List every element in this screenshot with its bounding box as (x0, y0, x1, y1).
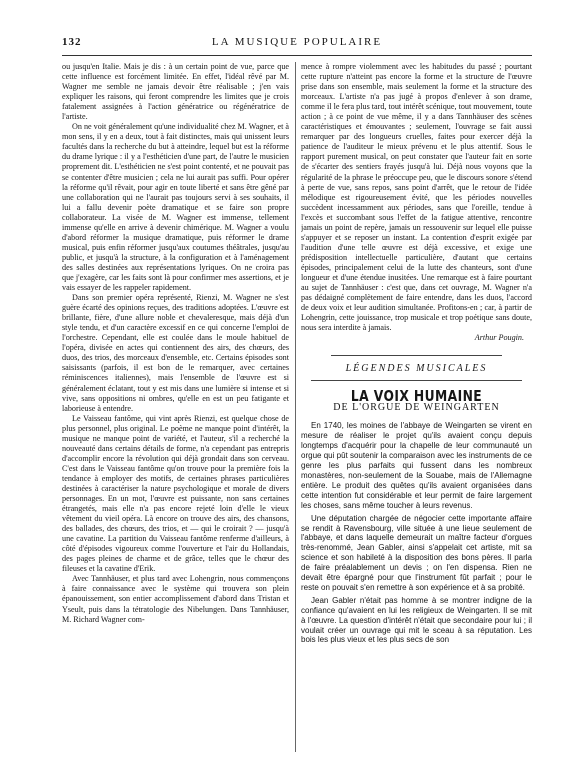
paragraph: Avec Tannhäuser, et plus tard avec Lohengrin, nous commençons à faire connaissance avec le système qui trouvera son plein épanouissement, son entier accomplissement d'abord dans Tristan et Yseult, puis dans la tétratologie des Nibelungen. Dans Tannhäuser, M. Richard Wagner com- (62, 574, 289, 624)
article-title: LA VOIX HUMAINE (350, 387, 483, 406)
section-rule (311, 380, 522, 381)
paragraph: Jean Gabler n'était pas homme à se montrer indigne de la confiance qu'avaient en lui les religieux de Weingarten. Il se mit à l'œuvre. La question d'intérêt n'était que secondaire pour lui ; il voulait créer un ouvrage qui mit le sceau à sa réputation. Les bois les plus vieux et les plus secs de son (301, 595, 532, 645)
paragraph: Le Vaisseau fantôme, qui vint après Rienzi, est quelque chose de plus personnel, plus original. Le poème ne manque point d'intérêt, la musique ne manque point de variété, et l'auteur, s'il a recherché la nouveauté dans certains détails de forme, n'a cependant pas entrepris d'accomplir encore la révolution qui déjà grondait dans son cerveau. C'est dans le Vaisseau fantôme qu'on trouve pour la première fois la tendance à employer des motifs, de certaines phrases particulières destinées à caractériser la nature psychologique et morale de divers personnages. En un mot, l'œuvre est puissante, non sans certaines étrangetés, mais elle n'a pas encore rejeté loin d'elle le vieux vêtement du vieil opéra. Là encore on trouve des airs, des chansons, des ballades, des chœurs, des trios, et — qui le croirait ? — jusqu'à une cavatine. La partition du Vaisseau fantôme renferme d'ailleurs, à côté d'épisodes vigoureux comme l'ouverture et l'air du Hollandais, des pages pleines de charme et de grâce, telles que le chœur des fileuses et la cavatine d'Erik. (62, 413, 289, 574)
page-number: 132 (62, 36, 82, 48)
header-rule (62, 55, 532, 56)
paragraph: Une députation chargée de négocier cette importante affaire se rendit à Ravensbourg, ville située à une lieue seulement de l'abbaye, et dans laquelle demeurait un maître facteur d'orgues très-renommé, Jean Gabler, ainsi s'appelait cet artiste, mit sa science et son habileté à la disposition des bons pères. Il parla de faire préalablement un devis ; on l'en dispensa. Rien ne devait être épargné pour que l'instrument fût parfait ; pour le reste on pouvait s'en remettre à son expérience et à sa probité. (301, 513, 532, 592)
running-title: LA MUSIQUE POPULAIRE (211, 36, 383, 48)
author-signature: Arthur Pougin. (474, 333, 524, 343)
paragraph: ou jusqu'en Italie. Mais je dis : à un certain point de vue, parce que cette influence est forcément limitée. En effet, l'idéal rêvé par M. Wagner me semble ne jamais devoir être réalisable ; j'en vais expliquer les raisons, qui feront comprendre les limites que je crois fatalement assignées à l'action génératrice ou régénératrice de l'artiste. (62, 62, 289, 122)
running-header (62, 36, 532, 52)
left-column (62, 62, 289, 752)
section-rule (331, 355, 502, 356)
paragraph: On ne voit généralement qu'une individualité chez M. Wagner, et à mon sens, il y en a deux, tout à fait distinctes, mais qui unissent leurs facultés dans la recherche du but à atteindre, lequel but est la réforme du drame lyrique : il y a l'esthéticien d'une part, de l'autre le musicien proprement dit. L'esthéticien ne s'est point contenté, et ne pouvait pas se contenter d'être musicien ; cela ne lui aurait pas suffi. Pour opérer la réforme qu'il rêvait, pour agir en toute liberté et sans être gêné par une collaboration qui ne l'aurait pas toujours servi à ses souhaits, il lui a fallu devenir poète dramatique et se faire son propre collaborateur. La visée de M. Wagner est immense, tellement immense qu'elle en arrive à devenir chimérique. M. Wagner a voulu d'abord réformer la musique dramatique, puis réformer le drame musical, puis enfin réformer jusqu'aux coutumes théâtrales, jusqu'au public, et jusqu'à la structure, à la configuration et à l'aménagement des salles destinées aux représentations lyriques. On ne croira pas que j'exagère, car les faits sont là pour confirmer mes assertions, et je vais essayer de les rappeler rapidement. (62, 122, 289, 293)
paragraph: Dans son premier opéra représenté, Rienzi, M. Wagner ne s'est guère écarté des opinions reçues, des traditions adoptées. L'œuvre est brillante, fière, d'une allure noble et chevaleresque, mais déjà d'un style tendu, et d'un caractère excessif en ce qui concerne l'emploi de l'orchestre. Cependant, elle est coulée dans le moule habituel de l'opéra, divisée en actes qui contiennent des airs, des chœurs, des duos, des trios, des morceaux d'ensemble, etc. Certains épisodes sont saisissants (parfois, il est bon de le remarquer, avec certaines réminiscences italiennes), mais l'ensemble de l'œuvre est si généralement éclatant, tout y est mis dans une lumière si intense et si vive, sans oppositions ni ombres, qu'elle en est un peu fatigante et laborieuse à entendre. (62, 293, 289, 413)
article-body (301, 421, 532, 645)
column-divider (295, 62, 296, 752)
paragraph: En 1740, les moines de l'abbaye de Weingarten se virent en mesure de réaliser le projet qu'ils avaient conçu depuis longtemps d'acquérir pour la chapelle de leur communauté un orgue qui pût soutenir la comparaison avec les instruments de ce genre les plus parfaits qui fussent dans les nombreux monastères, non-seulement de la Souabe, mais de l'Allemagne entière. Le produit des quêtes qu'ils avaient organisées dans cette intention fut considérable et leur permit de faire largement les choses, sans même toucher à leurs revenus. (301, 421, 532, 510)
paragraph: mence à rompre violemment avec les habitudes du passé ; pourtant cette rupture n'atteint pas encore la forme et la structure de l'œuvre prise dans son ensemble, mais seulement la forme et la structure des morceaux. L'artiste n'a pas jugé à propos d'enlever à son drame, comme il le fera plus tard, tout intérêt scénique, tout mouvement, toute action ; à ce point de vue même, il y a dans Tannhäuser des scènes caractéristiques et émouvantes ; seulement, l'ouvrage se fait aussi remarquer par des longueurs cruelles, faites pour exercer déjà la patience de l'auditeur le mieux prévenu et le plus attentif. Sous le rapport purement musical, on peut constater que l'auteur fait en sorte de s'écarter des sentiers frayés jusqu'à lui. Déjà nous voyons que la régularité de la phrase le préoccupe peu, que le discours sonore s'étend à perte de vue, sans repos, sans point d'arrêt, que le retour de l'idée mélodique est rigoureusement évité, que les périodes nouvelles succèdent incessamment aux périodes, sans que l'oreille, tendue à l'excès et succombant sous l'effet de la fatigue attentive, rencontre jamais un point de repère, jamais un ressouvenir sur lequel elle puisse s'appuyer et se reposer un instant. La contention d'esprit exigée par l'audition d'une telle œuvre est déjà excessive, et exige une prédisposition intellectuelle particulière, d'autant que certains épisodes, principalement celui de la lutte des chanteurs, sont d'une longueur et d'une étendue inusitées. Une remarque est à faire pourtant au sujet de Tannhäuser : c'est que, dans cet ouvrage, M. Wagner n'a pas dédaigné complètement de faire entendre, dans les duos, l'accord de deux voix et leur audition simultanée. Profitons-en ; car, à partir de Lohengrin, cette jouissance, trop musicale et trop poétique sans doute, nous sera interdite à jamais. (301, 62, 532, 333)
section-title: LÉGENDES MUSICALES (345, 363, 488, 375)
right-column (301, 62, 532, 752)
article-subtitle: DE L'ORGUE DE WEINGARTEN (333, 402, 500, 414)
